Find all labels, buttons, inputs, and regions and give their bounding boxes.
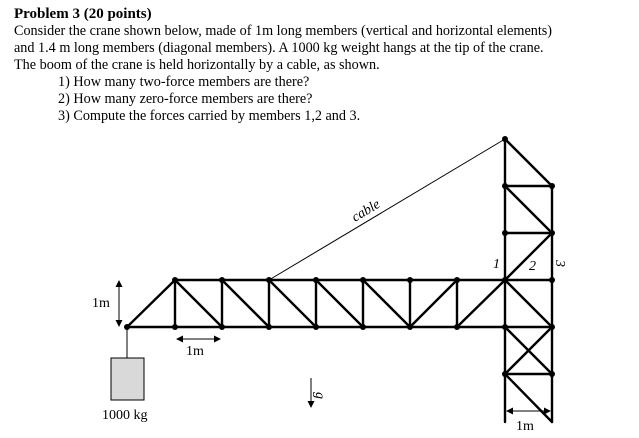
question-2: 2) How many zero-force members are there? [58,91,313,107]
member-1-label: 1 [493,257,500,272]
bay-dimension [177,339,220,359]
boom-truss [127,280,505,327]
weight-label: 1000 kg [102,408,148,423]
problem-title: Problem 3 (20 points) [14,6,152,22]
tower-horizontals [505,186,552,374]
cable-label: cable [349,196,384,226]
boom-diagonals [175,280,505,327]
question-1: 1) How many two-force members are there? [58,74,310,90]
gravity-label: g [312,392,327,399]
question-3: 3) Compute the forces carried by members 1,2 and 3. [58,108,361,124]
joints [124,136,555,377]
bay-dimension-label: 1m [186,344,204,359]
cable [269,139,505,280]
weight-block [111,358,144,400]
gravity-indicator [311,378,327,407]
member-2-label: 2 [529,259,536,274]
paragraph-line: Consider the crane shown below, made of 1m long members (vertical and horizontal elements) [14,23,553,39]
boom-verticals [175,280,457,327]
height-dimension-label: 1m [92,296,110,311]
tower-truss [505,139,552,422]
height-dimension [92,281,119,326]
paragraph-line: The boom of the crane is held horizontally by a cable, as shown. [14,57,380,73]
tower-diagonals [505,186,552,422]
boom-end-diagonal [127,280,175,327]
hanging-weight [102,327,148,423]
tower-top-diagonal [505,139,552,186]
paragraph-line: and 1.4 m long members (diagonal members). A 1000 kg weight hangs at the tip of the crane. [14,40,544,56]
tower-width-label: 1m [516,419,534,434]
member-3-label: 3 [552,260,567,267]
